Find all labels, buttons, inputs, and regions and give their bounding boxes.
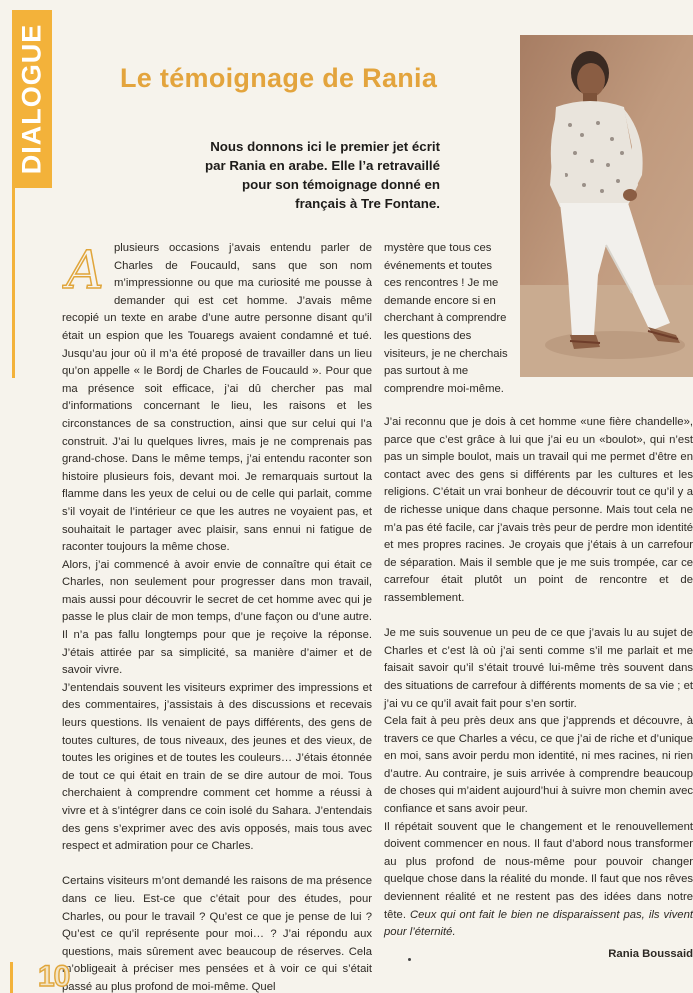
paragraph: Certains visiteurs m’ont demandé les raisons de ma présence dans ce lieu. Est-ce que c’était pour des études, pour Charles, ou pour le travail ? Qu’est ce que je pense de lui ? Qu’est ce qu’il représente pour moi… ? J’ai répondu aux questions, mais sûrement avec beaucoup de réserves. Cela m’obligeait à préciser mes pensées et à voir ce qui s’était passé au plus profond de moi-même. Quel [62,875,372,993]
section-tab [12,10,52,188]
paragraph: plusieurs occasions j’avais entendu parler de Charles de Foucauld, sans que son nom m’impressionne ou que ma curiosité me pousse à demander qui est cet homme. J’avais même recopié un texte en arabe d’une autre personne disant qu’il était un espion que les Touaregs avaient condamné et tué. Jusqu’au jour où il m’a été proposé de travailler dans un lieu qu’on appelle « le Bordj de Charles de Foucauld ». Pour que ma présence soit efficace, j’ai dû chercher pas mal d’informations concernant le lieu, les raisons et les circonstances de sa construction, ainsi que sur celui qui l’a construit. J’ai lu quelques livres, mais je ne comprenais pas grand-chose. Dans le même temps, j’ai entendu raconter son histoire plusieurs fois, devant moi. Je remarquais surtout la flamme dans les yeux de celui ou de celle qui parlait, comme s’il voyait de l’intérieur ce que les autres ne voyaient pas, et souhaitait le partager avec plaisir, sans ennui ni fatigue de raconter toujours la même chose. [62,242,372,554]
page-number: 10 [38,960,70,993]
section-tab-label: DIALOGUE [16,23,47,175]
paragraph: Alors, j’ai commencé à avoir envie de connaître qui était ce Charles, non seulement pour progresser dans mon travail, mais aussi pour découvrir le secret de cet homme avec qui je passe le plus clair de mon temps, d’une façon ou d’une autre. Il n’a pas fallu longtemps pour que je reçoive la réponse. J’étais attirée par sa simplicité, sa manière d’aimer et de savoir vivre. [62,558,372,677]
dropcap-letter [62,242,108,298]
paragraph-text: Il répétait souvent que le changement et le renouvellement doivent commencer en nous. Il faut d’abord nous transformer au plus profond de nous-même pour pouvoir changer quelque chose dans la réalité du monde. Il faut que nos rêves deviennent réalité et ne restent pas des idées dans notre tête. [384,820,693,921]
paragraph-spacer [62,856,372,874]
article-title: Le témoignage de Rania [120,63,438,93]
paragraph [384,819,693,942]
side-accent-rule [12,188,52,378]
article-column-3 [384,414,693,963]
article-intro: Nous donnons ici le premier jet écrit par Rania en arabe. Elle l’a retravaillé pour son témoignage donné en français à Tre Fontane. [204,139,440,211]
portrait-illustration [520,35,693,377]
article-column-2 [384,240,508,398]
paragraph: J’entendais souvent les visiteurs exprimer des impressions et des commentaires, j’assistais à des discussions et recevais leurs questions. Ils venaient de pays différents, des gens de toutes cultures, de tous niveaux, des jeunes et des vieux, de toutes les origines et de toutes les couleurs… J’étais étonnée de tout ce qui était en train de se dire autour de moi. Tous cherchaient à comprendre comment cet homme a réussi à vivre et à s’intégrer dans ce coin isolé du Sahara. J’entendais des gens s’exprimer avec des avis opposés, mais tous avec respect et admiration pour ce Charles. [62,681,372,853]
paragraph: Je me suis souvenue un peu de ce que j’avais lu au sujet de Charles et c’est là où j’ai senti comme s’il me parlait et me faisait savoir qu’il s’était trouvé lui-même très souvent dans des situations de carrefour à différents moments de sa vie ; et j’ai vu ce qu’il avait fait pour s’en sortir. [384,627,693,710]
author-signature: Rania Boussaid [608,947,693,960]
print-dot [408,958,411,961]
article-column-1 [62,240,372,993]
paragraph-spacer [384,608,693,626]
paragraph: J’ai reconnu que je dois à cet homme «une fière chandelle», parce que c’est grâce à lui que j’ai eu un «boulot», qui n’est pas un simple boulot, mais un travail qui me permet d’être en contact avec des gens si différents par les cultures et les religions. C’était un vrai bonheur de découvrir tout ce qu’il y a de richesse unique dans chaque personne. Mais tout cela ne m’a pas été facile, car j’avais très peur de perdre mon identité et mes propres racines. Je croyais que j’étais à un carrefour de séparation. Mais il semble que je me suis trompée, car ce carrefour était plutôt un point de rencontre et de rassemblement. [384,416,693,604]
page-number-rule [10,962,13,993]
portrait-photo [520,35,693,377]
paragraph: Cela fait à peu près deux ans que j’apprends et découvre, à travers ce que Charles a vécu, ce que j’ai de riche et d’unique en moi, sans avoir perdu mon identité, ni mes racines, ni rien d’autre. Au contraire, je suis arrivée à comprendre beaucoup de choses qui m’aident aujourd’hui à suivre mon chemin avec confiance et sans avoir peur. [384,715,693,816]
closing-quote: Ceux qui ont fait le bien ne disparaissent pas, ils vivent pour l’éternité. [384,908,693,939]
paragraph: mystère que tous ces événements et toutes ces rencontres ! Je me demande encore si en cherchant à comprendre les questions des visiteurs, je ne cherchais pas surtout à me comprendre moi-même. [384,242,508,395]
dropcap-text: A [66,242,104,298]
